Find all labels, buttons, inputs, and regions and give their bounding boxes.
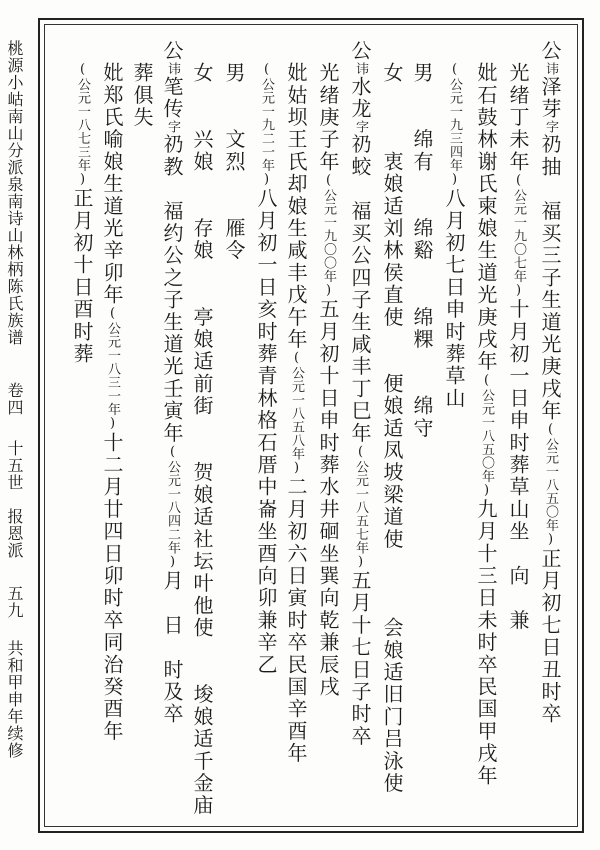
text-column-15: 妣郑氏喻娘生道光辛卯年(公元一八三一年)十二月廿四日卯时卒同治癸酉年 [100,62,124,743]
volume-label: 卷四 [5,382,24,416]
text-column-9: 妣姑坝王氏却娘生咸丰戊午年(公元一八五八年)二月初六日寅时卒民国辛酉年 [284,62,308,765]
text-column-14: 葬俱失 [130,62,154,129]
edition-label: 共和甲申年续修 [5,640,24,759]
text-column-8: 光绪庚子年(公元一九〇〇年)五月初十日申时葬水井硘坐巽向乾兼辰戌 [316,62,340,699]
text-column-5: 男 绵有 绵谿 绵粿 绵守 [410,62,434,440]
text-column-1: 公讳泽芽字礽抽 福买三子生道光庚戌年(公元一八五〇年)正月初七日丑时卒 [538,40,562,726]
text-column-3: 妣石鼓林谢氏柬娘生道光庚戌年(公元一八五〇年)九月十三日未时卒民国甲戌年 [474,62,498,787]
book-title: 桃源小岵南山分派泉南诗山林柄陈氏族谱 [5,40,24,346]
page-number: 五九 [5,585,24,619]
text-column-6: 女 衷娘适刘林侯直使 便娘适凤坡梁道使 会娘适旧门吕泳使 [380,62,404,795]
text-column-13: 公讳笔传字礽教 福约公之子生道光壬寅年(公元一八四二年)月 日 时及卒 [160,40,184,726]
text-column-10: (公元一九二一年)八月初一日亥时葬青林格石厝中崙坐酉向卯兼辛乙 [254,62,278,676]
text-column-4: (公元一九三四年)八月初七日申时葬草山 [442,62,466,410]
text-column-11: 男 文烈 雁令 [222,62,246,262]
generation-label: 十五世 报恩派 [5,440,24,559]
text-column-2: 光绪丁未年(公元一九〇七年)十月初一日申时葬草山坐 向 兼 [506,62,530,632]
text-column-12: 女 兴娘 存娘 亭娘适前街 贺娘适社坛叶他使 埈娘适千金庙 [190,62,214,817]
text-column-7: 公讳水龙字礽蛟 福买公四子生咸丰丁巳年(公元一八五七年)五月十七日子时卒 [348,40,372,748]
text-column-16: (公元一八七三年)正月初十日酉时葬 [70,62,94,366]
